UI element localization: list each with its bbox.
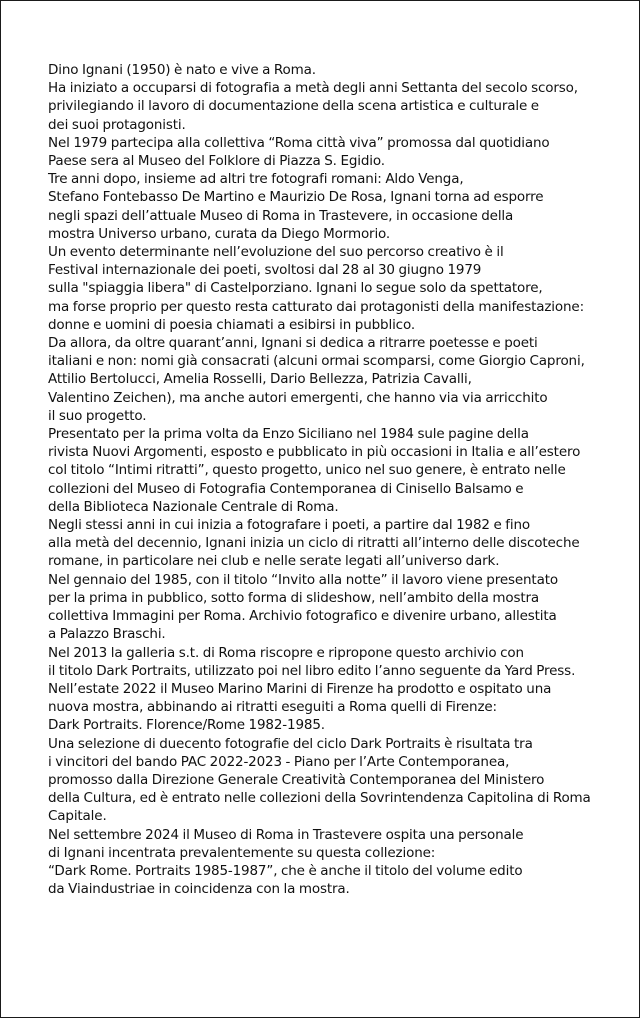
text-line: il suo progetto. [48, 407, 147, 424]
text-line: il titolo Dark Portraits, utilizzato poi nel libro edito l’anno seguente da Yard Press. [48, 662, 576, 679]
text-line: Nel 1979 partecipa alla collettiva “Roma città viva” promossa dal quotidiano [48, 134, 550, 151]
text-line: Nel gennaio del 1985, con il titolo “Invito alla notte” il lavoro viene presentato [48, 571, 558, 588]
text-line: collettiva Immagini per Roma. Archivio fotografico e divenire urbano, allestita [48, 608, 557, 625]
text-line: Attilio Bertolucci, Amelia Rosselli, Dario Bellezza, Patrizia Cavalli, [48, 371, 472, 388]
text-line: Un evento determinante nell’evoluzione del suo percorso creativo è il [48, 244, 504, 261]
text-line: Ha iniziato a occuparsi di fotografia a metà degli anni Settanta del secolo scorso, [48, 80, 578, 97]
text-line: promosso dalla Direzione Generale Creatività Contemporanea del Ministero [48, 771, 545, 788]
text-line: i vincitori del bando PAC 2022-2023 - Piano per l’Arte Contemporanea, [48, 753, 510, 770]
text-line: della Biblioteca Nazionale Centrale di Roma. [48, 498, 339, 515]
text-line: sulla "spiaggia libera" di Castelporziano. Ignani lo segue solo da spettatore, [48, 280, 543, 297]
text-line: donne e uomini di poesia chiamati a esibirsi in pubblico. [48, 316, 415, 333]
text-line: da Viaindustriae in coincidenza con la mostra. [48, 881, 350, 898]
text-line: per la prima in pubblico, sotto forma di slideshow, nell’ambito della mostra [48, 589, 540, 606]
text-line: Una selezione di duecento fotografie del ciclo Dark Portraits è risultata tra [48, 735, 533, 752]
text-line: italiani e non: nomi già consacrati (alcuni ormai scomparsi, come Giorgio Caproni, [48, 353, 585, 370]
text-line: a Palazzo Braschi. [48, 626, 166, 643]
text-line: Paese sera al Museo del Folklore di Piazza S. Egidio. [48, 153, 385, 170]
text-line: Tre anni dopo, insieme ad altri tre fotografi romani: Aldo Venga, [48, 171, 464, 188]
text-line: dei suoi protagonisti. [48, 116, 186, 133]
text-line: Nell’estate 2022 il Museo Marino Marini di Firenze ha prodotto e ospitato una [48, 680, 552, 697]
text-line: mostra Universo urbano, curata da Diego Mormorio. [48, 225, 391, 242]
text-line: Dark Portraits. Florence/Rome 1982-1985. [48, 717, 325, 734]
text-line: Presentato per la prima volta da Enzo Siciliano nel 1984 sule pagine della [48, 426, 529, 443]
text-line: di Ignani incentrata prevalentemente su questa collezione: [48, 844, 436, 861]
text-line: ma forse proprio per questo resta catturato dai protagonisti della manifestazione: [48, 298, 584, 315]
biography-text [48, 61, 638, 898]
text-line: rivista Nuovi Argomenti, esposto e pubblicato in più occasioni in Italia e all’estero [48, 444, 581, 461]
text-line: col titolo “Intimi ritratti”, questo progetto, unico nel suo genere, è entrato nelle [48, 462, 566, 479]
text-line: Stefano Fontebasso De Martino e Maurizio De Rosa, Ignani torna ad esporre [48, 189, 544, 206]
text-line: Nel settembre 2024 il Museo di Roma in Trastevere ospita una personale [48, 826, 524, 843]
text-line: “Dark Rome. Portraits 1985-1987”, che è anche il titolo del volume edito [48, 862, 523, 879]
text-line: Dino Ignani (1950) è nato e vive a Roma. [48, 62, 316, 78]
text-line: nuova mostra, abbinando ai ritratti eseguiti a Roma quelli di Firenze: [48, 699, 497, 716]
text-line: Valentino Zeichen), ma anche autori emergenti, che hanno via via arricchito [48, 389, 548, 406]
text-line: romane, in particolare nei club e nelle serate legati all’universo dark. [48, 553, 500, 570]
text-line: privilegiando il lavoro di documentazione della scena artistica e culturale e [48, 98, 539, 115]
text-line: della Cultura, ed è entrato nelle collezioni della Sovrintendenza Capitolina di Roma [48, 790, 591, 807]
text-line: alla metà del decennio, Ignani inizia un ciclo di ritratti all’interno delle discoteche [48, 535, 580, 552]
text-line: Da allora, da oltre quarant’anni, Ignani si dedica a ritrarre poetesse e poeti [48, 335, 538, 352]
text-line: Capitale. [48, 808, 107, 825]
text-line: collezioni del Museo di Fotografia Contemporanea di Cinisello Balsamo e [48, 480, 524, 497]
text-line: negli spazi dell’attuale Museo di Roma in Trastevere, in occasione della [48, 207, 514, 224]
text-line: Negli stessi anni in cui inizia a fotografare i poeti, a partire dal 1982 e fino [48, 517, 531, 534]
text-line: Festival internazionale dei poeti, svoltosi dal 28 al 30 giugno 1979 [48, 262, 482, 279]
text-line: Nel 2013 la galleria s.t. di Roma riscopre e ripropone questo archivio con [48, 644, 524, 661]
